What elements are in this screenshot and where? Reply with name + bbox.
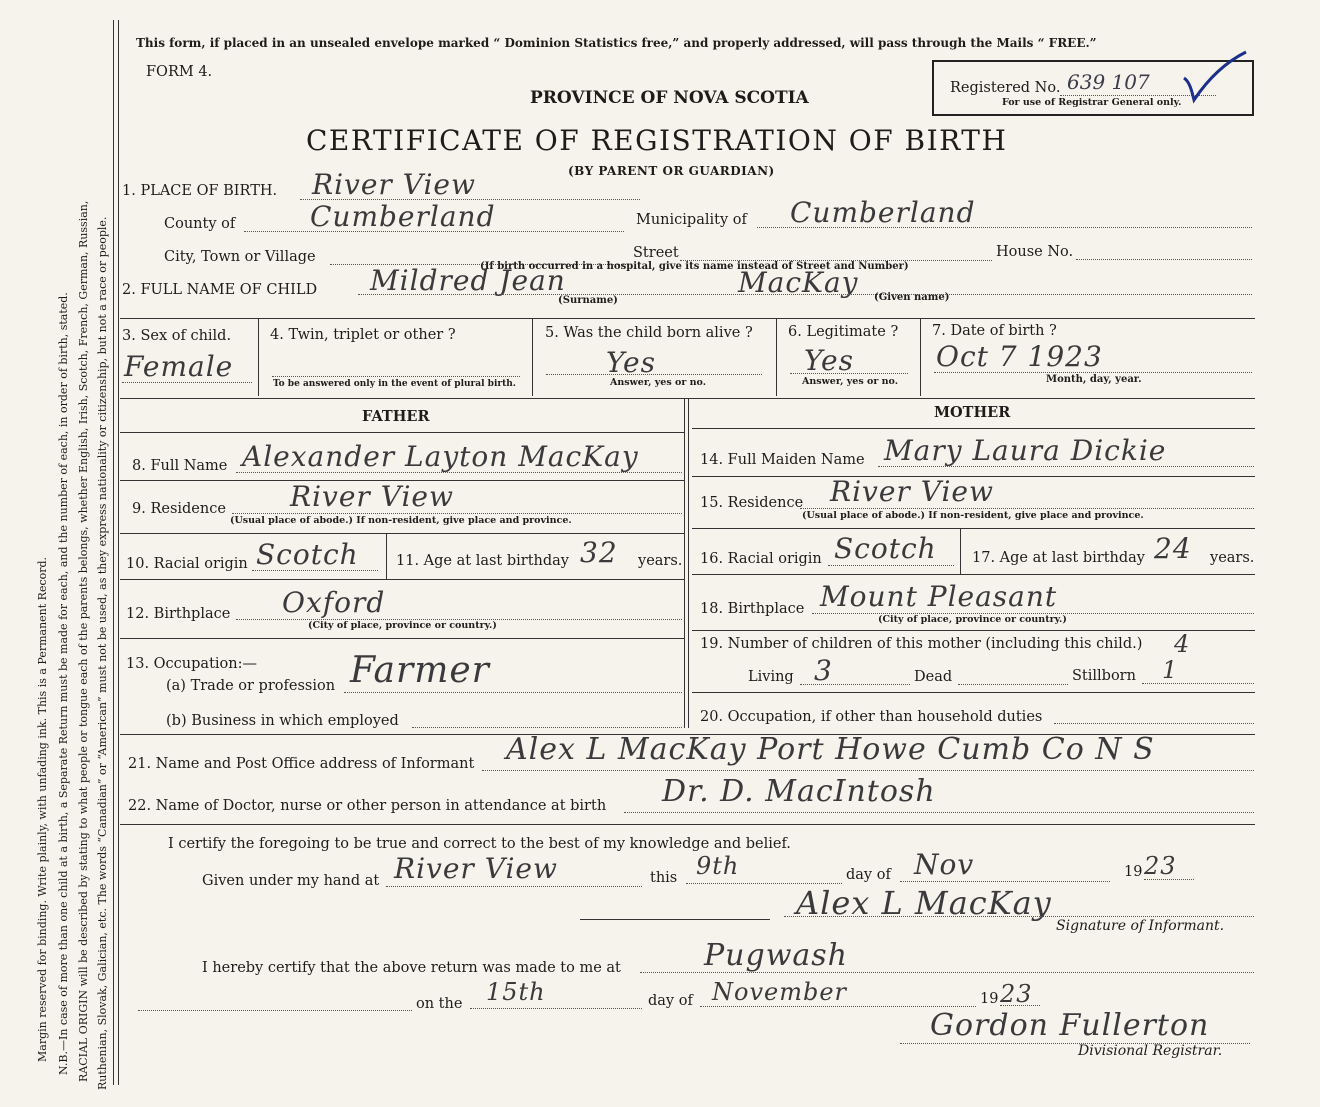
given-at-label: Given under my hand at (202, 873, 380, 889)
rule-father-4 (120, 638, 684, 639)
day-of-label: day of (846, 867, 891, 883)
surname-caption: (Surname) (558, 295, 618, 306)
mother-residence-line (800, 508, 1254, 509)
mother-race-age-divider (960, 528, 961, 574)
mother-heading: MOTHER (934, 404, 1011, 421)
alive-label: 5. Was the child born alive ? (545, 325, 753, 341)
given-name-caption: (Given name) (874, 292, 950, 303)
place-of-birth-label: 1. PLACE OF BIRTH. (122, 183, 278, 199)
margin-note-plural-births: N.B.—In case of more than one child at a birth, a Separate Return must be made for each, and the number of each, in order of birth, stated. (57, 292, 70, 1075)
divider-4-5 (532, 318, 533, 396)
rule-mother-2 (692, 528, 1255, 529)
dead-line (958, 684, 1068, 685)
rule-mother-head (692, 428, 1255, 429)
parents-divider-2 (688, 398, 689, 728)
father-name-line (236, 472, 682, 473)
rule-mother-4 (692, 630, 1255, 631)
registered-label: Registered No. (950, 80, 1061, 96)
day-of-label-2: day of (648, 993, 693, 1009)
year-prefix: 19 (1124, 864, 1143, 880)
mother-residence-note: (Usual place of abode.) If non-resident, give place and province. (802, 510, 1144, 521)
father-birthplace-note: (City of place, province or country.) (308, 620, 497, 631)
given-at-value: River View (394, 852, 558, 885)
returned-at-value: Pugwash (704, 938, 848, 973)
divider-3-4 (258, 318, 259, 396)
father-occupation-label: 13. Occupation:— (126, 656, 257, 672)
mother-birthplace-value: Mount Pleasant (820, 580, 1058, 613)
father-racial-line (252, 570, 378, 571)
dob-value: Oct 7 1923 (936, 340, 1103, 373)
city-label: City, Town or Village (164, 249, 316, 265)
year-value: 23 (1144, 852, 1177, 880)
mother-age-label: 17. Age at last birthday (972, 550, 1145, 566)
mother-years-label: years. (1210, 550, 1255, 566)
full-name-line (358, 294, 1252, 295)
registrar-signature: Gordon Fullerton (930, 1008, 1210, 1043)
father-years-label: years. (638, 553, 683, 569)
father-birthplace-value: Oxford (282, 586, 386, 619)
municipality-line (757, 227, 1252, 228)
on-day-line (470, 1008, 642, 1009)
father-age-label: 11. Age at last birthday (396, 553, 569, 569)
place-of-birth-value: River View (312, 168, 476, 201)
legitimate-line (790, 373, 908, 374)
alive-value: Yes (606, 346, 656, 379)
sex-line (122, 382, 252, 383)
signature-informant-caption: Signature of Informant. (1056, 918, 1225, 934)
month-line (900, 881, 1110, 882)
hospital-note: (If birth occurred in a hospital, give its name instead of Street and Number) (480, 261, 909, 272)
mother-racial-line (828, 565, 954, 566)
doctor-label: 22. Name of Doctor, nurse or other person in attendance at birth (128, 798, 607, 814)
living-line (800, 684, 910, 685)
stillborn-label: Stillborn (1072, 668, 1136, 684)
hereby-certify-label: I hereby certify that the above return was made to me at (202, 960, 621, 976)
father-name-label: 8. Full Name (132, 458, 228, 474)
month2-value: November (712, 978, 848, 1006)
rule-father-3 (120, 579, 684, 580)
dead-label: Dead (914, 669, 953, 685)
divisional-registrar-caption: Divisional Registrar. (1078, 1043, 1223, 1059)
father-name-value: Alexander Layton MacKay (242, 440, 639, 473)
mother-racial-value: Scotch (834, 532, 937, 565)
father-racial-label: 10. Racial origin (126, 556, 248, 572)
divider-5-6 (776, 318, 777, 396)
month-value: Nov (914, 848, 975, 881)
informant-signature: Alex L MacKay (796, 884, 1052, 922)
father-age-value: 32 (580, 536, 618, 569)
year-prefix-2: 19 (980, 991, 999, 1007)
father-residence-note: (Usual place of abode.) If non-resident, give place and province. (230, 515, 572, 526)
rule-mother-5 (692, 692, 1255, 693)
rule-row3-top (120, 318, 1255, 319)
father-trade-label: (a) Trade or profession (166, 678, 336, 694)
mother-age-value: 24 (1154, 532, 1192, 565)
twin-line (272, 376, 520, 377)
mother-name-line (878, 466, 1254, 467)
margin-note-racial-origin: RACIAL ORIGIN will be described by stating to what people or tongue each of the parents belongs, whether English, Irish, Scotch, French, German, Russian, (77, 200, 90, 1082)
this-label: this (650, 870, 678, 886)
dob-label: 7. Date of birth ? (932, 323, 1057, 339)
margin-note-binding: Margin reserved for binding. Write plainly, with unfading ink. This is a Permanent Record. (36, 556, 49, 1062)
living-value: 3 (814, 654, 833, 687)
mother-occupation-line (1054, 723, 1254, 724)
informant-label: 21. Name and Post Office address of Informant (128, 756, 475, 772)
father-business-label: (b) Business in which employed (166, 713, 399, 729)
on-the-lead-line (138, 1010, 412, 1011)
margin-note-racial-origin-2: Ruthenian, Slovak, Galician, etc. The words “Canadian” or “American” must not be used, as they express nationality or citizenship, but not a race or people. (96, 216, 109, 1090)
month2-line (700, 1006, 976, 1007)
father-race-age-divider (386, 533, 387, 579)
doctor-line (624, 812, 1254, 813)
certificate-subtitle: (BY PARENT OR GUARDIAN) (568, 164, 775, 178)
given-at-line (386, 886, 642, 887)
mother-residence-label: 15. Residence (700, 495, 804, 511)
divider-6-7 (920, 318, 921, 396)
municipality-label: Municipality of (636, 212, 747, 228)
house-line (1076, 259, 1252, 260)
father-trade-value: Farmer (350, 650, 490, 691)
rule-father-2 (120, 533, 684, 534)
form-number: FORM 4. (146, 64, 213, 80)
mother-children-label: 19. Number of children of this mother (including this child.) (700, 636, 1143, 652)
doctor-value: Dr. D. MacIntosh (662, 774, 936, 809)
certify-statement: I certify the foregoing to be true and correct to the best of my knowledge and belief. (168, 836, 791, 852)
registered-number: 639 107 (1067, 70, 1150, 94)
sex-label: 3. Sex of child. (122, 328, 232, 344)
legitimate-value: Yes (804, 344, 854, 377)
rule-father-head (120, 432, 684, 433)
legitimate-answer-note: Answer, yes or no. (802, 376, 899, 387)
legitimate-label: 6. Legitimate ? (788, 324, 899, 340)
mother-residence-value: River View (830, 475, 994, 508)
county-value: Cumberland (310, 200, 496, 233)
parents-divider (684, 398, 685, 728)
mother-racial-label: 16. Racial origin (700, 551, 822, 567)
father-birthplace-label: 12. Birthplace (126, 606, 231, 622)
dob-line (934, 372, 1252, 373)
mother-occupation-label: 20. Occupation, if other than household duties (700, 709, 1043, 725)
registered-note: For use of Registrar General only. (1002, 97, 1182, 108)
living-label: Living (748, 669, 794, 685)
child-surname-value: Mildred Jean (370, 264, 566, 297)
year-line (1144, 879, 1194, 880)
on-day-value: 15th (486, 978, 546, 1006)
dob-note: Month, day, year. (1046, 374, 1142, 385)
this-day-value: 9th (696, 852, 740, 880)
mother-birthplace-note: (City of place, province or country.) (878, 614, 1067, 625)
informant-value: Alex L MacKay Port Howe Cumb Co N S (506, 732, 1155, 767)
top-notice: This form, if placed in an unsealed envelope marked “ Dominion Statistics free,” and properly addressed, will pass through the Mails “ FREE.” (136, 36, 1097, 50)
twin-label: 4. Twin, triplet or other ? (270, 327, 456, 343)
county-label: County of (164, 216, 236, 232)
year2-line (1000, 1005, 1040, 1006)
alive-line (546, 374, 762, 375)
sex-value: Female (124, 350, 234, 383)
alive-answer-note: Answer, yes or no. (610, 377, 707, 388)
father-trade-line (344, 692, 682, 693)
rule-mother-3 (692, 574, 1255, 575)
mother-name-label: 14. Full Maiden Name (700, 452, 865, 468)
full-name-label: 2. FULL NAME OF CHILD (122, 282, 318, 298)
mother-name-value: Mary Laura Dickie (884, 434, 1167, 467)
signature-line-left (580, 919, 770, 920)
street-label: Street (633, 245, 679, 261)
house-label: House No. (996, 244, 1074, 260)
informant-signature-line (784, 916, 1254, 917)
stillborn-line (1142, 683, 1254, 684)
father-business-line (412, 727, 682, 728)
father-residence-label: 9. Residence (132, 501, 226, 517)
province-heading: PROVINCE OF NOVA SCOTIA (530, 88, 809, 108)
county-line (244, 231, 624, 232)
stillborn-value: 1 (1162, 656, 1179, 684)
rule-certify-top (120, 824, 1255, 825)
municipality-value: Cumberland (790, 196, 976, 229)
check-mark-icon (1180, 48, 1250, 108)
returned-at-line (640, 972, 1254, 973)
year2-value: 23 (1000, 980, 1033, 1008)
father-residence-line (232, 513, 682, 514)
mother-children-value: 4 (1174, 630, 1191, 658)
left-frame-line-inner (118, 20, 119, 1085)
informant-line (482, 770, 1254, 771)
on-the-label: on the (416, 996, 463, 1012)
certificate-title: CERTIFICATE OF REGISTRATION OF BIRTH (306, 124, 1008, 157)
left-frame-line (113, 20, 114, 1085)
mother-birthplace-label: 18. Birthplace (700, 601, 805, 617)
father-residence-value: River View (290, 480, 454, 513)
twin-note: To be answered only in the event of plural birth. (273, 379, 516, 389)
child-given-name-value: MacKay (738, 266, 859, 299)
father-heading: FATHER (362, 408, 430, 425)
father-racial-value: Scotch (256, 538, 359, 571)
